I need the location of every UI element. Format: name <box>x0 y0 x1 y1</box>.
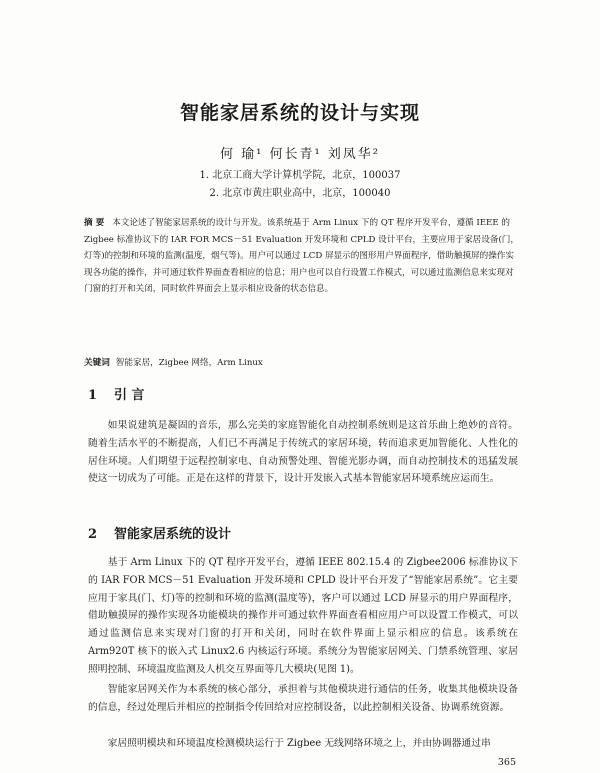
keywords <box>84 356 520 368</box>
section-heading-design <box>88 523 231 542</box>
section-number: 2 <box>88 527 98 542</box>
author-list: 何 瑜¹ 何长青¹ 刘凤华² <box>219 147 381 162</box>
section-title: 引 言 <box>114 388 145 403</box>
affiliation-2: 2. 北京市黄庄职业高中，北京，100040 <box>209 188 391 199</box>
abstract-text: 本文论述了智能家居系统的设计与开发。该系统基于 Arm Linux 下的 QT 程序开发平台，遵循 IEEE 的 Zigbee 标准协议下的 IAR FOR MCS－51 Evaluation 开发环境和 CPLD 设计平台，主要应用于家居设备(门，灯等)的控制和环境的监测(温度，烟气等)。用户可以通过 LCD 屏显示的图形用户界面程序，借助触摸屏的操作实现各功能的操作，并可通过软件界面查看相应的信息；用户也可以自行设置工作模式，可以通过监测信息来实现对门窗的打开和关闭，同时软件界面会上显示相应设备的状态信息。 <box>84 218 519 295</box>
paragraph: 家居照明模块和环境温度检测模块运行于 Zigbee 无线网络环境之上，并由协调器通过串 <box>107 738 491 749</box>
paragraph: 智能家居网关作为本系统的核心部分，承担着与其他模块进行通信的任务，收集其他模块设备的信息，经过处理后并相应的控制指令传回给对应控制设备，以此控制相关设备、协调系统资源。 <box>88 684 518 713</box>
section-number: 1 <box>88 388 98 403</box>
abstract <box>84 215 520 298</box>
affiliation-1: 1. 北京工商大学计算机学院，北京，100037 <box>199 170 401 181</box>
paper-title: 智能家居系统的设计与实现 <box>179 102 420 124</box>
page-number: 365 <box>497 757 516 768</box>
keywords-text: 智能家居，Zigbee 网络，Arm Linux <box>115 358 263 368</box>
abstract-label: 摘 要 <box>84 218 105 228</box>
paragraph: 如果说建筑是凝固的音乐，那么完美的家庭智能化自动控制系统则是这首乐曲上绝妙的音符。随着生活水平的不断提高，人们已不再满足于传统式的家居环境，转而追求更加智能化、人性化的居住环境。人们期望于远程控制家电、自动预警处理、智能光影办调，而自动控制技术的迅猛发展使这一切成为了可能。正是在这样的背景下，设计开发嵌入式基本智能家居环境系统应运而生。 <box>88 420 518 485</box>
section-title: 智能家居系统的设计 <box>114 527 232 542</box>
keywords-label: 关键词 <box>84 358 110 368</box>
section-heading-introduction <box>88 384 145 403</box>
paragraph: 基于 Arm Linux 下的 QT 程序开发平台，遵循 IEEE 802.15.4 的 Zigbee2006 标准协议下的 IAR FOR MCS－51 Evaluation 开发环境和 CPLD 设计平台开发了“智能家居系统”。它主要应用于家具(门、灯)等的控制和环境的监测(温度等)，客户可以通过 LCD 屏显示的用户界面程序，借助触摸屏的操作实现各功能模块的操作并可通过软件界面查看相应用户可以设置工作模式，可以通过监测信息来实现对门窗的打开和关闭，同时在软件界面上显示相应的信息。该系统在 Arm920T 核下的嵌入式 Linux2.6 内核运行环境。系统分为智能家居网关、门禁系统管理、家居照明控制、环境温度监测及人机交互界面等几大模块(见图 1)。 <box>88 557 518 675</box>
